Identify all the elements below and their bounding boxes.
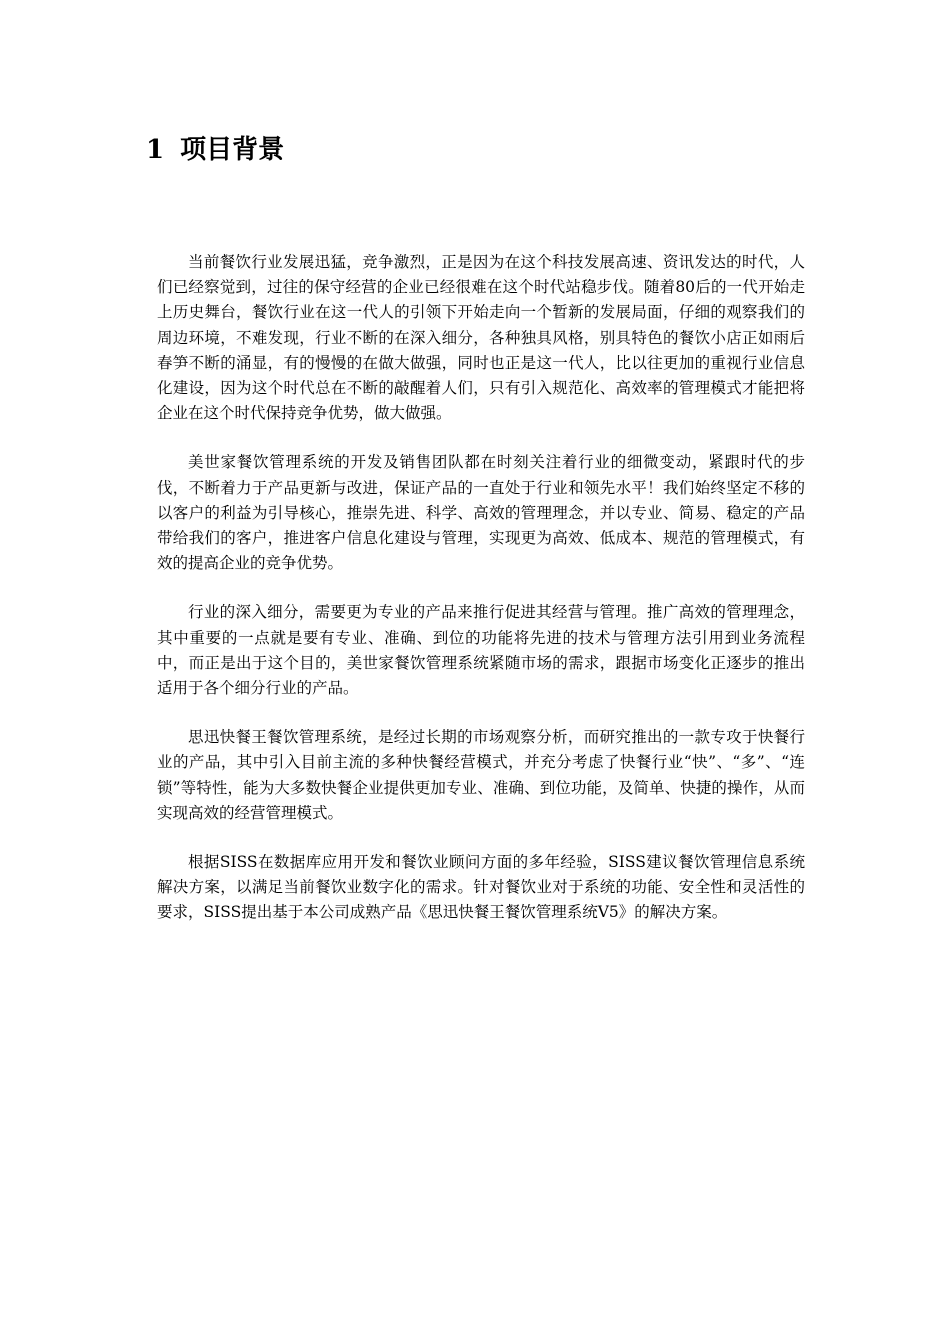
paragraph-industry-background: 当前餐饮行业发展迅猛，竞争激烈，正是因为在这个科技发展高速、资讯发达的时代，人们已经察觉到，过往的保守经营的企业已经很难在这个时代站稳步伐。随着80后的一代开始走上历史舞台，餐饮行业在这一代人的引领下开始走向一个暂新的发展局面，仔细的观察我们的周边环境，不难发现，行业不断的在深入细分，各种独具风格，别具特色的餐饮小店正如雨后春笋不断的涌显，有的慢慢的在做大做强，同时也正是这一代人，比以往更加的重视行业信息化建设，因为这个时代总在不断的敲醒着人们，只有引入规范化、高效率的管理模式才能把将企业在这个时代保持竞争优势，做大做强。 [157,253,805,423]
paragraph-product-intro: 思迅快餐王餐饮管理系统，是经过长期的市场观察分析，而研究推出的一款专攻于快餐行业的产品，其中引入目前主流的多种快餐经营模式，并充分考虑了快餐行业“快”、“多”、“连锁”等特性，能为大多数快餐企业提供更加专业、准确、到位功能，及简单、快捷的操作，从而实现高效的经营管理模式。 [157,728,805,822]
section-body [157,250,805,950]
section-heading [146,132,284,168]
paragraph-market-segmentation: 行业的深入细分，需要更为专业的产品来推行促进其经营与管理。推广高效的管理理念，其中重要的一点就是要有专业、准确、到位的功能将先进的技术与管理方法引用到业务流程中，而正是出于这个目的，美世家餐饮管理系统紧随市场的需求，跟据市场变化正逐步的推出适用于各个细分行业的产品。 [157,603,805,698]
section-title: 项目背景 [180,135,285,165]
paragraph-solution-proposal: 根据SISS在数据库应用开发和餐饮业顾问方面的多年经验，SISS建议餐饮管理信息系统解决方案，以满足当前餐饮业数字化的需求。针对餐饮业对于系统的功能、安全性和灵活性的要求，SISS提出基于本公司成熟产品《思迅快餐王餐饮管理系统V5》的解决方案。 [157,853,805,922]
section-number: 1 [146,135,165,165]
paragraph-team-commitment: 美世家餐饮管理系统的开发及销售团队都在时刻关注着行业的细微变动，紧跟时代的步伐，不断着力于产品更新与改进，保证产品的一直处于行业和领先水平！我们始终坚定不移的以客户的利益为引导核心，推崇先进、科学、高效的管理理念，并以专业、简易、稳定的产品带给我们的客户，推进客户信息化建设与管理，实现更为高效、低成本、规范的管理模式，有效的提高企业的竞争优势。 [157,453,805,573]
